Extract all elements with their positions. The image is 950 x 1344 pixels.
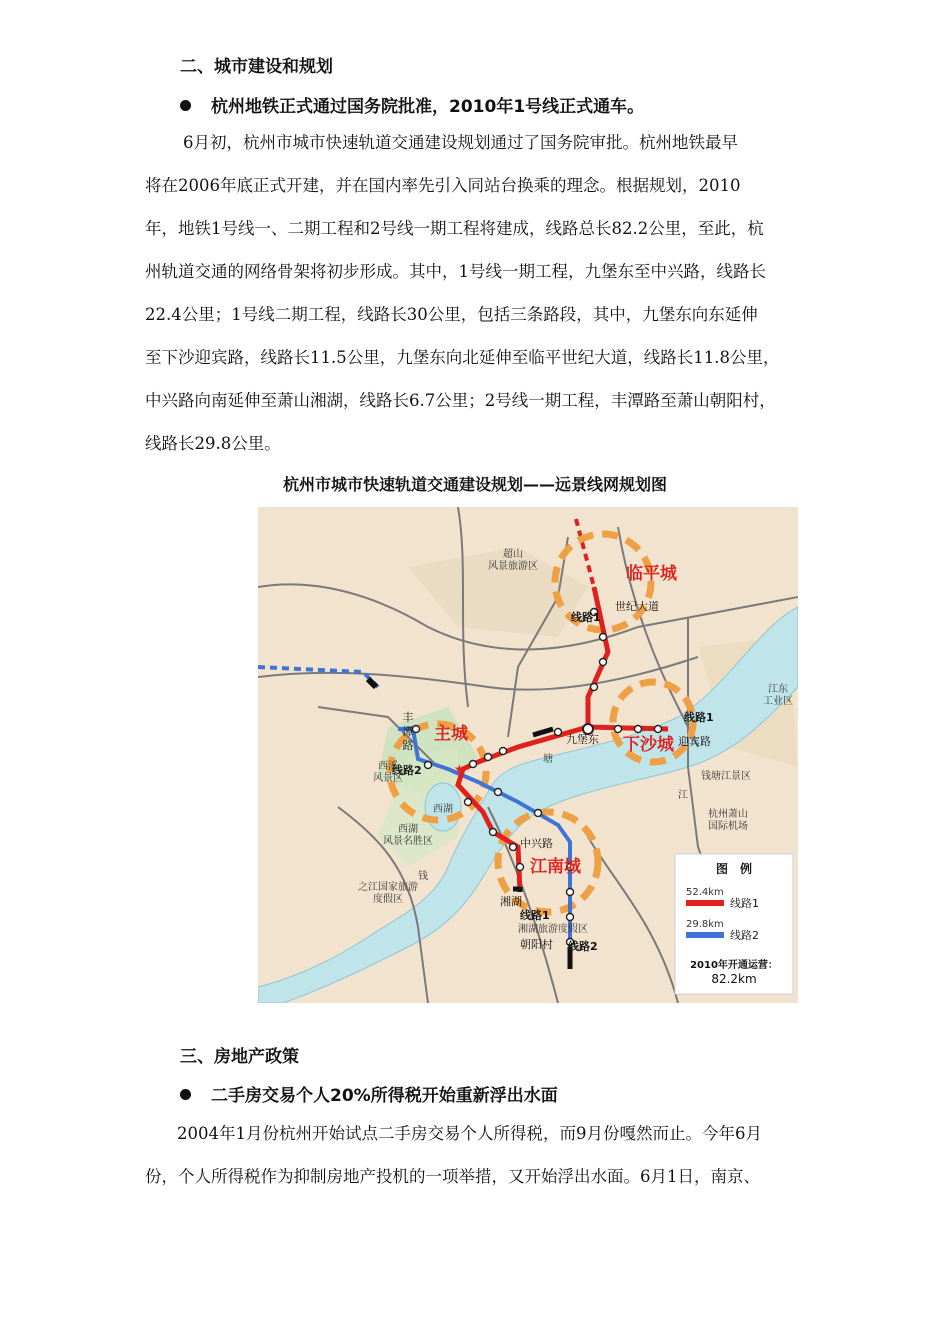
figure-title: 杭州市城市快速轨道交通建设规划——远景线网规划图 bbox=[282, 475, 667, 494]
section-heading-3: 三、房地产政策 bbox=[180, 1047, 299, 1067]
metro-plan-map bbox=[258, 507, 798, 1003]
legend-line2-name: 线路2 bbox=[730, 929, 759, 942]
label-chaoshan-2: 风景旅游区 bbox=[488, 561, 538, 572]
label-airport-2: 国际机场 bbox=[708, 821, 748, 832]
text-line: 份，个人所得税作为抑制房地产投机的一项举措，又开始浮出水面。6月1日，南京、 bbox=[145, 1167, 760, 1186]
star-icon: ★ bbox=[454, 762, 465, 776]
label-xixi-2: 风景区 bbox=[373, 773, 403, 784]
label-xihu-scenic: 西湖 bbox=[398, 824, 418, 835]
label-qiantang-scenic: 钱塘江景区 bbox=[701, 771, 751, 782]
label-xiasha: 下沙城 bbox=[623, 735, 674, 755]
label-yingbin: 迎宾路 bbox=[678, 735, 711, 748]
text-line: 2004年1月份杭州开始试点二手房交易个人所得税，而9月份嘎然而止。今年6月 bbox=[177, 1124, 762, 1143]
text-line: 6月初，杭州市城市快速轨道交通建设规划通过了国务院审批。杭州地铁最早 bbox=[183, 133, 738, 152]
label-line2-south: 线路2 bbox=[568, 940, 598, 953]
text-line: 22.4公里；1号线二期工程，线路长30公里，包括三条路段，其中，九堡东向东延伸 bbox=[145, 305, 758, 324]
line1-terminal bbox=[513, 887, 520, 892]
label-line2-west: 线路2 bbox=[392, 764, 422, 777]
bullet-item-metro bbox=[180, 92, 644, 117]
text-line: 州轨道交通的网络骨架将初步形成。其中，1号线一期工程，九堡东至中兴路，线路长 bbox=[145, 262, 766, 281]
label-xihu: 西湖 bbox=[433, 804, 453, 815]
label-shiji: 世纪大道 bbox=[615, 600, 659, 613]
label-xianghu: 湘湖 bbox=[500, 895, 522, 908]
label-fengtan-2: 潭 bbox=[402, 725, 414, 738]
label-qiantang-1: 塘 bbox=[543, 754, 553, 765]
label-jiangnan: 江南城 bbox=[530, 857, 581, 877]
text-line: 线路长29.8公里。 bbox=[145, 434, 281, 453]
label-qiantang-3: 江 bbox=[678, 790, 688, 801]
paragraph-tax bbox=[145, 1112, 885, 1198]
label-xihu-scenic-2: 风景名胜区 bbox=[383, 836, 433, 847]
legend-line1-km: 52.4km bbox=[686, 887, 724, 898]
label-fengtan-3: 路 bbox=[402, 739, 414, 752]
label-xixi: 西溪 bbox=[378, 761, 398, 772]
label-chaoyang: 朝阳村 bbox=[520, 938, 553, 951]
label-airport: 杭州萧山 bbox=[708, 809, 748, 820]
label-zhijiang: 之江国家旅游 bbox=[358, 882, 418, 893]
label-line1-north: 线路1 bbox=[571, 611, 601, 624]
bullet-dot-icon bbox=[180, 100, 191, 111]
legend-line2-km: 29.8km bbox=[686, 919, 724, 930]
label-linping: 临平城 bbox=[626, 564, 677, 584]
text-line: 至下沙迎宾路，线路长11.5公里，九堡东向北延伸至临平世纪大道，线路长11.8公里， bbox=[145, 348, 780, 367]
legend-line1-name: 线路1 bbox=[730, 897, 759, 910]
legend-total-km: 82.2km bbox=[711, 972, 757, 986]
label-line1-south: 线路1 bbox=[520, 909, 550, 922]
label-jiangdong-2: 工业区 bbox=[763, 696, 793, 707]
section-heading-2: 二、城市建设和规划 bbox=[180, 57, 333, 77]
text-line: 将在2006年底正式开建，并在国内率先引入同站台换乘的理念。根据规划，2010 bbox=[145, 176, 741, 195]
bullet-dot-icon bbox=[180, 1089, 191, 1100]
label-zhijiang-2: 度假区 bbox=[373, 894, 403, 905]
label-zhongxing: 中兴路 bbox=[520, 837, 553, 850]
label-xianghu-resort: 湘湖旅游度假区 bbox=[518, 924, 588, 935]
label-jiangdong: 江东 bbox=[768, 684, 788, 695]
label-jiubaodong: 九堡东 bbox=[566, 733, 599, 746]
bullet-text: 二手房交易个人20%所得税开始重新浮出水面 bbox=[211, 1086, 558, 1106]
bullet-text: 杭州地铁正式通过国务院批准，2010年1号线正式通车。 bbox=[211, 97, 645, 117]
label-line1-east: 线路1 bbox=[684, 711, 714, 724]
text-line: 年，地铁1号线一、二期工程和2号线一期工程将建成，线路总长82.2公里，至此，杭 bbox=[145, 219, 764, 238]
label-chaoshan: 超山 bbox=[503, 549, 523, 560]
map-legend bbox=[675, 854, 793, 994]
label-fengtan-1: 丰 bbox=[402, 711, 414, 724]
legend-title: 图 例 bbox=[715, 862, 753, 876]
bullet-item-tax bbox=[180, 1081, 558, 1106]
label-zhucheng: 主城 bbox=[434, 724, 468, 744]
legend-total-label: 2010年开通运营： bbox=[690, 960, 778, 971]
text-line: 中兴路向南延伸至萧山湘湖，线路长6.7公里；2号线一期工程，丰潭路至萧山朝阳村， bbox=[145, 391, 776, 410]
paragraph-metro bbox=[145, 121, 885, 465]
label-qiantang-2: 钱 bbox=[418, 871, 428, 882]
